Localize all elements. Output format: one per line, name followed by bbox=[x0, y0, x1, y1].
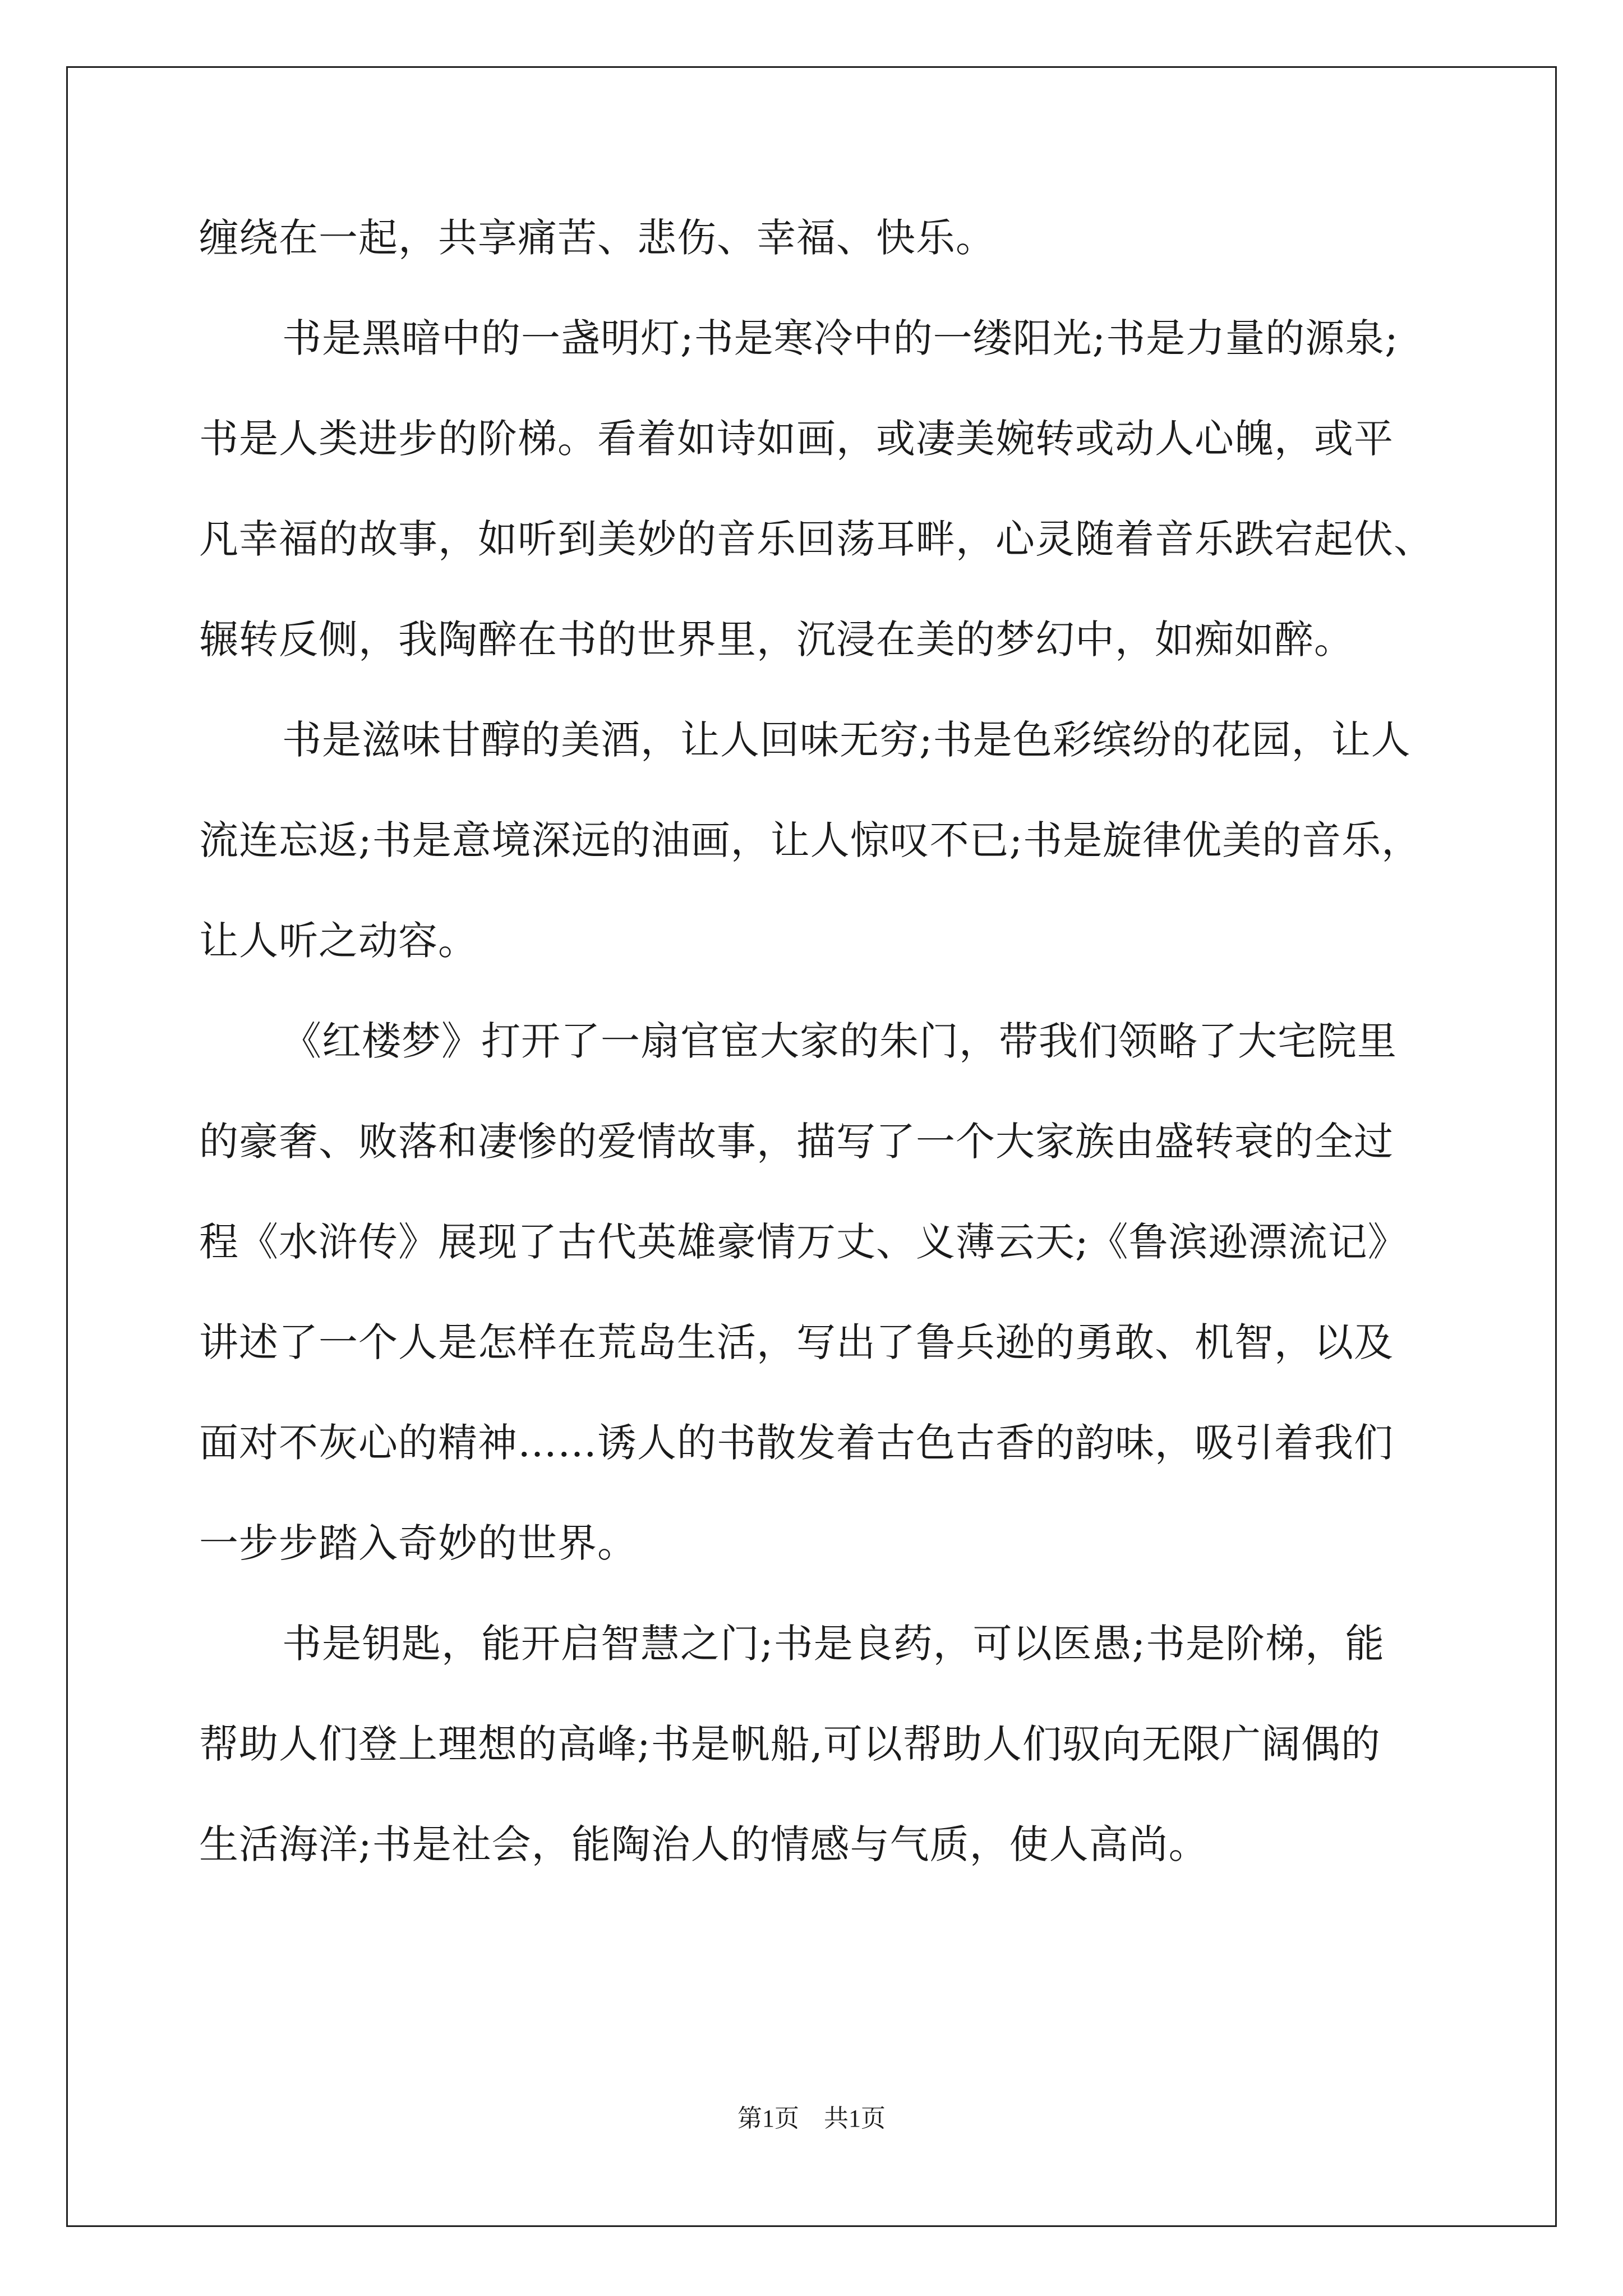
text-line: 让人听之动容。 bbox=[199, 918, 478, 964]
paragraph-start-line: 《红楼梦》打开了一扇官宦大家的朱门，带我们领略了大宅院里 bbox=[282, 1018, 1397, 1064]
text-line: 面对不灰心的精神……诱人的书散发着古色古香的韵味，吸引着我们 bbox=[199, 1420, 1394, 1466]
text-line: 辗转反侧，我陶醉在书的世界里，沉浸在美的梦幻中，如痴如醉。 bbox=[199, 616, 1354, 662]
text-line: 帮助人们登上理想的高峰;书是帆船,可以帮助人们驭向无限广阔偶的 bbox=[199, 1721, 1381, 1767]
text-line: 书是人类进步的阶梯。看着如诗如画，或凄美婉转或动人心魄，或平 bbox=[199, 416, 1394, 462]
paragraph-start-line: 书是钥匙，能开启智慧之门;书是良药，可以医愚;书是阶梯，能 bbox=[282, 1621, 1385, 1667]
text-line: 程《水浒传》展现了古代英雄豪情万丈、义薄云天;《鲁滨逊漂流记》 bbox=[199, 1219, 1408, 1265]
paragraph-start-line: 书是滋味甘醇的美酒，让人回味无穷;书是色彩缤纷的花园，让人 bbox=[282, 717, 1411, 763]
text-line: 流连忘返;书是意境深远的油画，让人惊叹不已;书是旋律优美的音乐， bbox=[199, 817, 1422, 863]
text-line: 生活海洋;书是社会，能陶治人的情感与气质，使人高尚。 bbox=[199, 1821, 1209, 1867]
text-line: 讲述了一个人是怎样在荒岛生活，写出了鲁兵逊的勇敢、机智，以及 bbox=[199, 1319, 1394, 1365]
text-line: 一步步踏入奇妙的世界。 bbox=[199, 1520, 637, 1566]
text-line: 缠绕在一起，共享痛苦、悲伤、幸福、快乐。 bbox=[199, 215, 995, 261]
document-body bbox=[199, 188, 1433, 1895]
text-line: 凡幸福的故事，如听到美妙的音乐回荡耳畔，心灵随着音乐跌宕起伏、 bbox=[199, 516, 1433, 562]
paragraph-start-line: 书是黑暗中的一盏明灯;书是寒冷中的一缕阳光;书是力量的源泉; bbox=[282, 315, 1399, 361]
page-footer bbox=[0, 2098, 1623, 2134]
page-number: 第1页 共1页 bbox=[737, 2105, 886, 2132]
text-line: 的豪奢、败落和凄惨的爱情故事，描写了一个大家族由盛转衰的全过 bbox=[199, 1119, 1394, 1165]
